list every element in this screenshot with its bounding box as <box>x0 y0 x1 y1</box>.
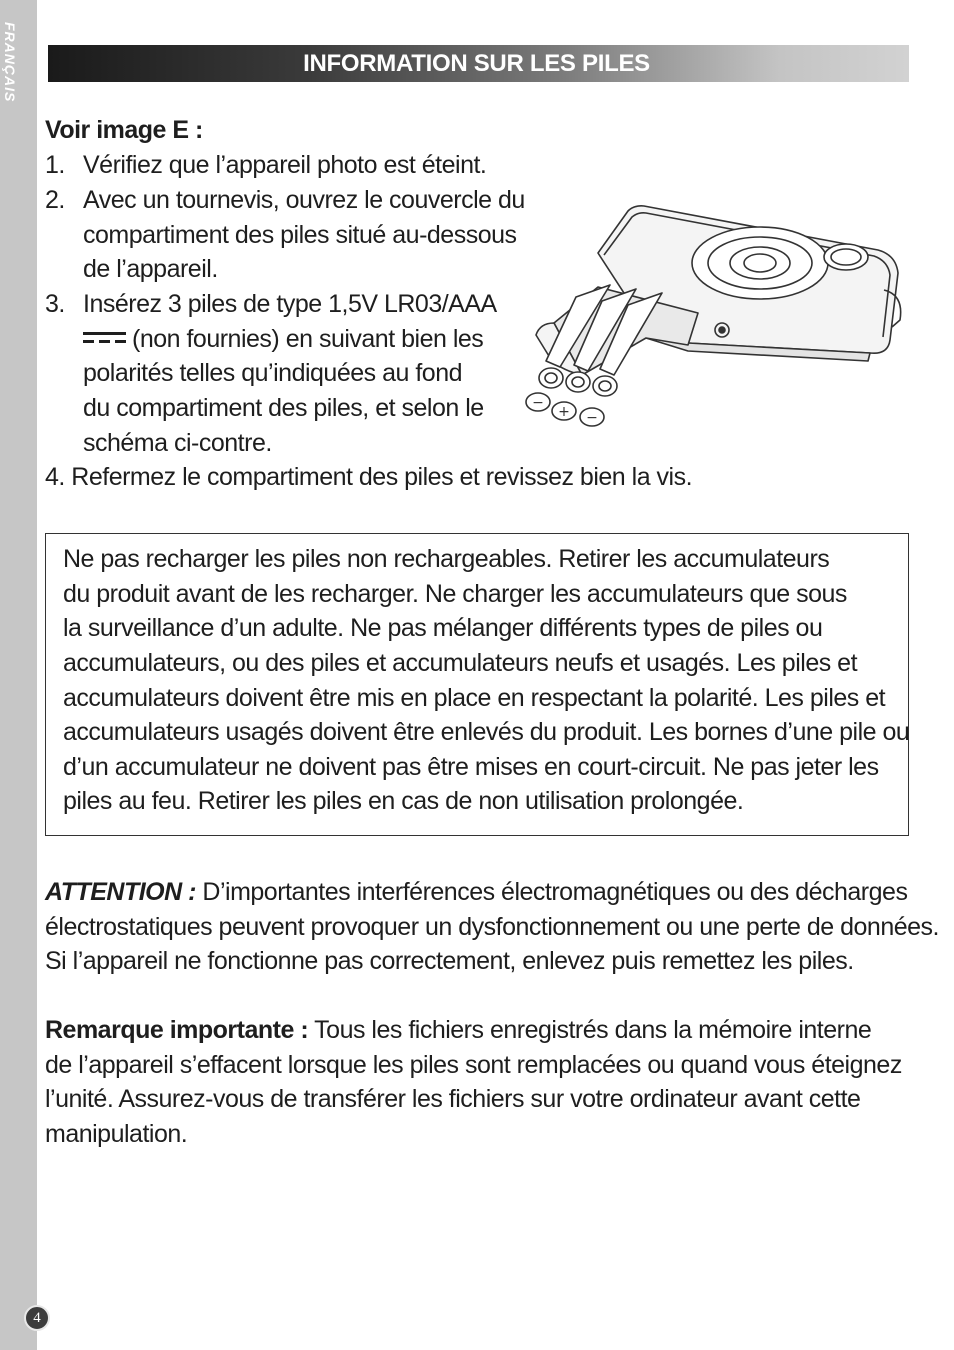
remark-line-4: manipulation. <box>45 1120 188 1148</box>
page-number: 4 <box>24 1305 50 1331</box>
language-label: FRANÇAIS <box>2 22 18 103</box>
step-1-number: 1. <box>45 151 65 179</box>
remark-line-3: l’unité. Assurez-vous de transférer les fichiers sur votre ordinateur avant cette <box>45 1085 861 1113</box>
step-4: 4. Refermez le compartiment des piles et revissez bien la vis. <box>45 463 693 491</box>
attention-label: ATTENTION : <box>45 878 196 906</box>
polarity-plus: + <box>558 404 570 420</box>
step-2-line-1: Avec un tournevis, ouvrez le couvercle du <box>83 186 525 214</box>
dc-battery-symbol-icon <box>83 331 126 345</box>
attention-text-1: D’importantes interférences électromagnétiques ou des décharges <box>195 878 908 906</box>
remark-label: Remarque importante : <box>45 1016 309 1044</box>
polarity-minus-1: − <box>532 395 544 411</box>
notice-line-4: accumulateurs, ou des piles et accumulateurs neufs et usagés. Les piles et <box>63 649 858 677</box>
section-header <box>48 45 909 82</box>
notice-line-8: piles au feu. Retirer les piles en cas de non utilisation prolongée. <box>63 787 744 815</box>
attention-line-1 <box>45 875 907 910</box>
remark-line-2: de l’appareil s’effacent lorsque les piles sont remplacées ou quand vous éteignez <box>45 1051 902 1079</box>
notice-line-1: Ne pas recharger les piles non rechargeables. Retirer les accumulateurs <box>63 545 830 573</box>
battery-installation-illustration <box>518 195 910 435</box>
instructions-heading: Voir image E : <box>45 116 203 144</box>
step-3-line-3: polarités telles qu’indiquées au fond <box>83 359 462 387</box>
notice-line-5: accumulateurs doivent être mis en place en respectant la polarité. Les piles et <box>63 684 886 712</box>
step-3-line-5: schéma ci-contre. <box>83 429 272 457</box>
remark-text-1: Tous les fichiers enregistrés dans la mémoire interne <box>308 1016 872 1044</box>
side-strip <box>0 0 37 1350</box>
step-3-line-2-wrap <box>83 322 483 357</box>
step-3-line-1: Insérez 3 piles de type 1,5V LR03/AAA <box>83 290 497 318</box>
notice-line-3: la surveillance d’un adulte. Ne pas mélanger différents types de piles ou <box>63 614 823 642</box>
attention-line-2: électrostatiques peuvent provoquer un dysfonctionnement ou une perte de données. <box>45 913 939 941</box>
attention-line-3: Si l’appareil ne fonctionne pas correctement, enlevez puis remettez les piles. <box>45 947 854 975</box>
step-1-line-1: Vérifiez que l’appareil photo est éteint. <box>83 151 487 179</box>
notice-line-7: d’un accumulateur ne doivent pas être mises en court-circuit. Ne pas jeter les <box>63 753 879 781</box>
step-2-line-3: de l’appareil. <box>83 255 218 283</box>
remark-line-1 <box>45 1013 871 1048</box>
step-2-line-2: compartiment des piles situé au-dessous <box>83 221 517 249</box>
section-title: INFORMATION SUR LES PILES <box>303 49 650 77</box>
step-2-number: 2. <box>45 186 65 214</box>
polarity-minus-2: − <box>586 410 598 426</box>
step-3-line-4: du compartiment des piles, et selon le <box>83 394 484 422</box>
notice-line-6: accumulateurs usagés doivent être enlevés du produit. Les bornes d’une pile ou <box>63 718 910 746</box>
step-3-line-2: (non fournies) en suivant bien les <box>132 325 484 353</box>
step-3-number: 3. <box>45 290 65 318</box>
notice-line-2: du produit avant de les recharger. Ne charger les accumulateurs que sous <box>63 580 847 608</box>
